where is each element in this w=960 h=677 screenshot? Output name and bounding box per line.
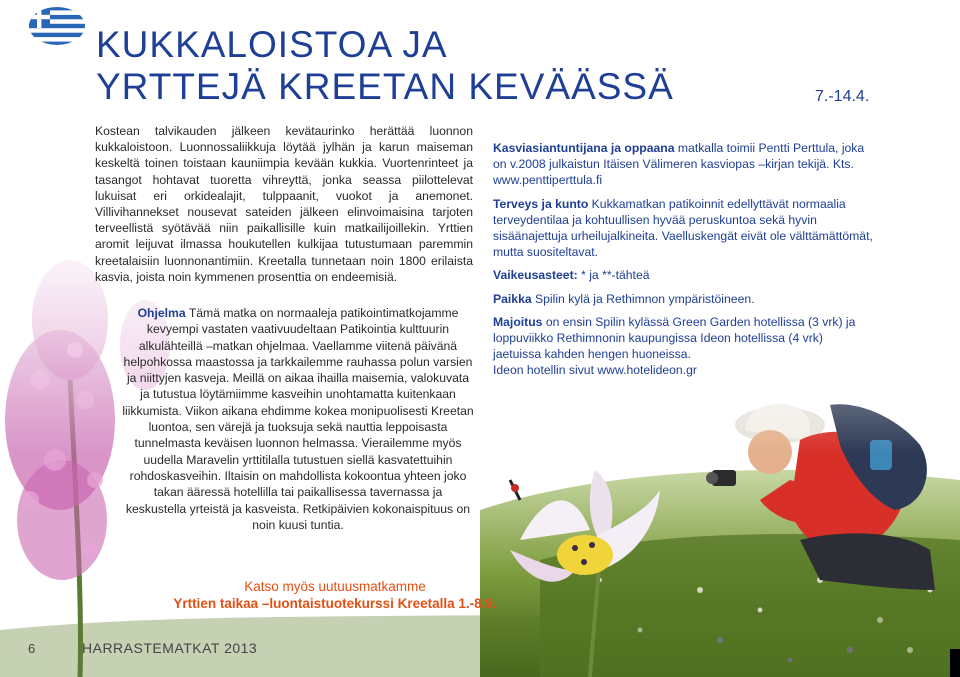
title-line-2: YRTTEJÄ KREETAN KEVÄÄSSÄ [96, 66, 674, 107]
program-section [122, 305, 474, 533]
program-label: Ohjelma [137, 306, 186, 320]
health-label: Terveys ja kunto [493, 196, 589, 211]
trip-dates: 7.-14.4. [815, 88, 870, 105]
location-text: Spilin kylä ja Rethimnon ympäristöineen. [531, 291, 755, 306]
page-number: 6 [28, 641, 36, 656]
corner-mark [950, 649, 960, 677]
magazine-name: HARRASTEMATKAT 2013 [82, 640, 258, 656]
health-text: Kukkamatkan patikoinnit edellyttävät normaalia terveydentilaa ja kohtuullisen hyvää peruskuntoa sekä hyvin sisäänajettuja urheilujalkineita. Vaelluskengät eivät ole välttämättömät, mutta suositeltavat. [493, 196, 873, 260]
info-column [493, 140, 873, 386]
accommodation-text: on ensin Spilin kylässä Green Garden hotellissa (3 vrk) ja loppuviikko Rethimnonin kaupungissa Ideon hotellissa (4 vrk) jaetuissa kahden hengen huoneissa. [493, 314, 856, 362]
location-paragraph [493, 291, 873, 307]
hotel-link[interactable]: Ideon hotellin sivut www.hotelideon.gr [493, 363, 697, 378]
promo-line-1: Katso myös uutuusmatkamme [244, 579, 426, 594]
guide-paragraph [493, 140, 873, 189]
promo-callout [100, 578, 570, 612]
difficulty-label: Vaikeusasteet: [493, 268, 578, 283]
greek-flag-icon [28, 6, 86, 46]
intro-paragraph: Kostean talvikauden jälkeen kevätaurinko herättää luonnon kukkaloistoon. Luonnossaliikkuja löytää jylhän ja karun maiseman keskeltä toinen toistaan kauniimpia kevään kukkia. Vuortenrinteet ja tasangot hohtavat tuoretta vihreyttä, jonka seassa piilottelevat lukuisat eri orkidealajit, tulppaanit, vuokot ja anemonet. Villivihannekset nousevat sateiden jälkeen elinvoimaisina tarjoten terveellistä syötävää niin paikallisille kuin matkailijoillekin. Yrttien aromit leijuvat ilmassa houkutellen kulkijaa tutustumaan paremmin kreetalaisiin luonnonantimiin. Kreetalla tunnetaan noin 1800 erilaista kasvia, joista noin kymmenen prosenttia on endeemisiä. [95, 124, 473, 284]
health-paragraph [493, 196, 873, 261]
difficulty-paragraph [493, 267, 873, 283]
page-title [96, 24, 674, 108]
intro-column [95, 123, 473, 285]
program-text: Tämä matka on normaaleja patikointimatkojamme kevyempi vastaten vaativuudeltaan Patikointia kulttuurin alkulähteillä –matkan ohjelmaa. Vaellamme viitenä päivänä helpohkossa maastossa ja tarkkailemme rauhassa polun varsien ja niittyjen kasveja. Meillä on aikaa ihailla maisemia, valokuvata ja tutustua löytämiimme kasveihin unohtamatta kuitenkaan liikkumista. Viikon aikana ehdimme kokea monipuolisesti Kreetan luontoa, sen värejä ja tuoksuja sekä nauttia leppoisasta tunnelmasta keväisen luonnon helmassa. Vierailemme myös uudella Maravelin yrttitilalla tutustuen siellä kasvatettuihin rohdoskasveihin. Iltaisin on mahdollista kokoontua yhteen joko takan ääressä hotellilla tai paikallisessa tavernassa ja keskustella yrteistä ja kasveista. Retkipäivien kokonaispituus on noin kuusi tuntia. [122, 306, 474, 532]
promo-line-2: Yrttien taikaa –luontaistuotekurssi Kreetalla 1.-8.9. [173, 596, 497, 611]
guide-label: Kasviasiantuntijana ja oppaana [493, 141, 675, 155]
guide-text: matkalla toimii Pentti Perttula, joka on v.2008 julkaistun Itäisen Välimeren kasviopas –kirjan tekijä. Kts. www.penttiperttula.fi [493, 141, 865, 188]
location-label: Paikka [493, 291, 532, 306]
accommodation-label: Majoitus [493, 314, 543, 329]
difficulty-text: * ja **-tähteä [577, 268, 650, 283]
title-line-1: KUKKALOISTOA JA [96, 24, 448, 65]
accommodation-paragraph [493, 314, 873, 363]
